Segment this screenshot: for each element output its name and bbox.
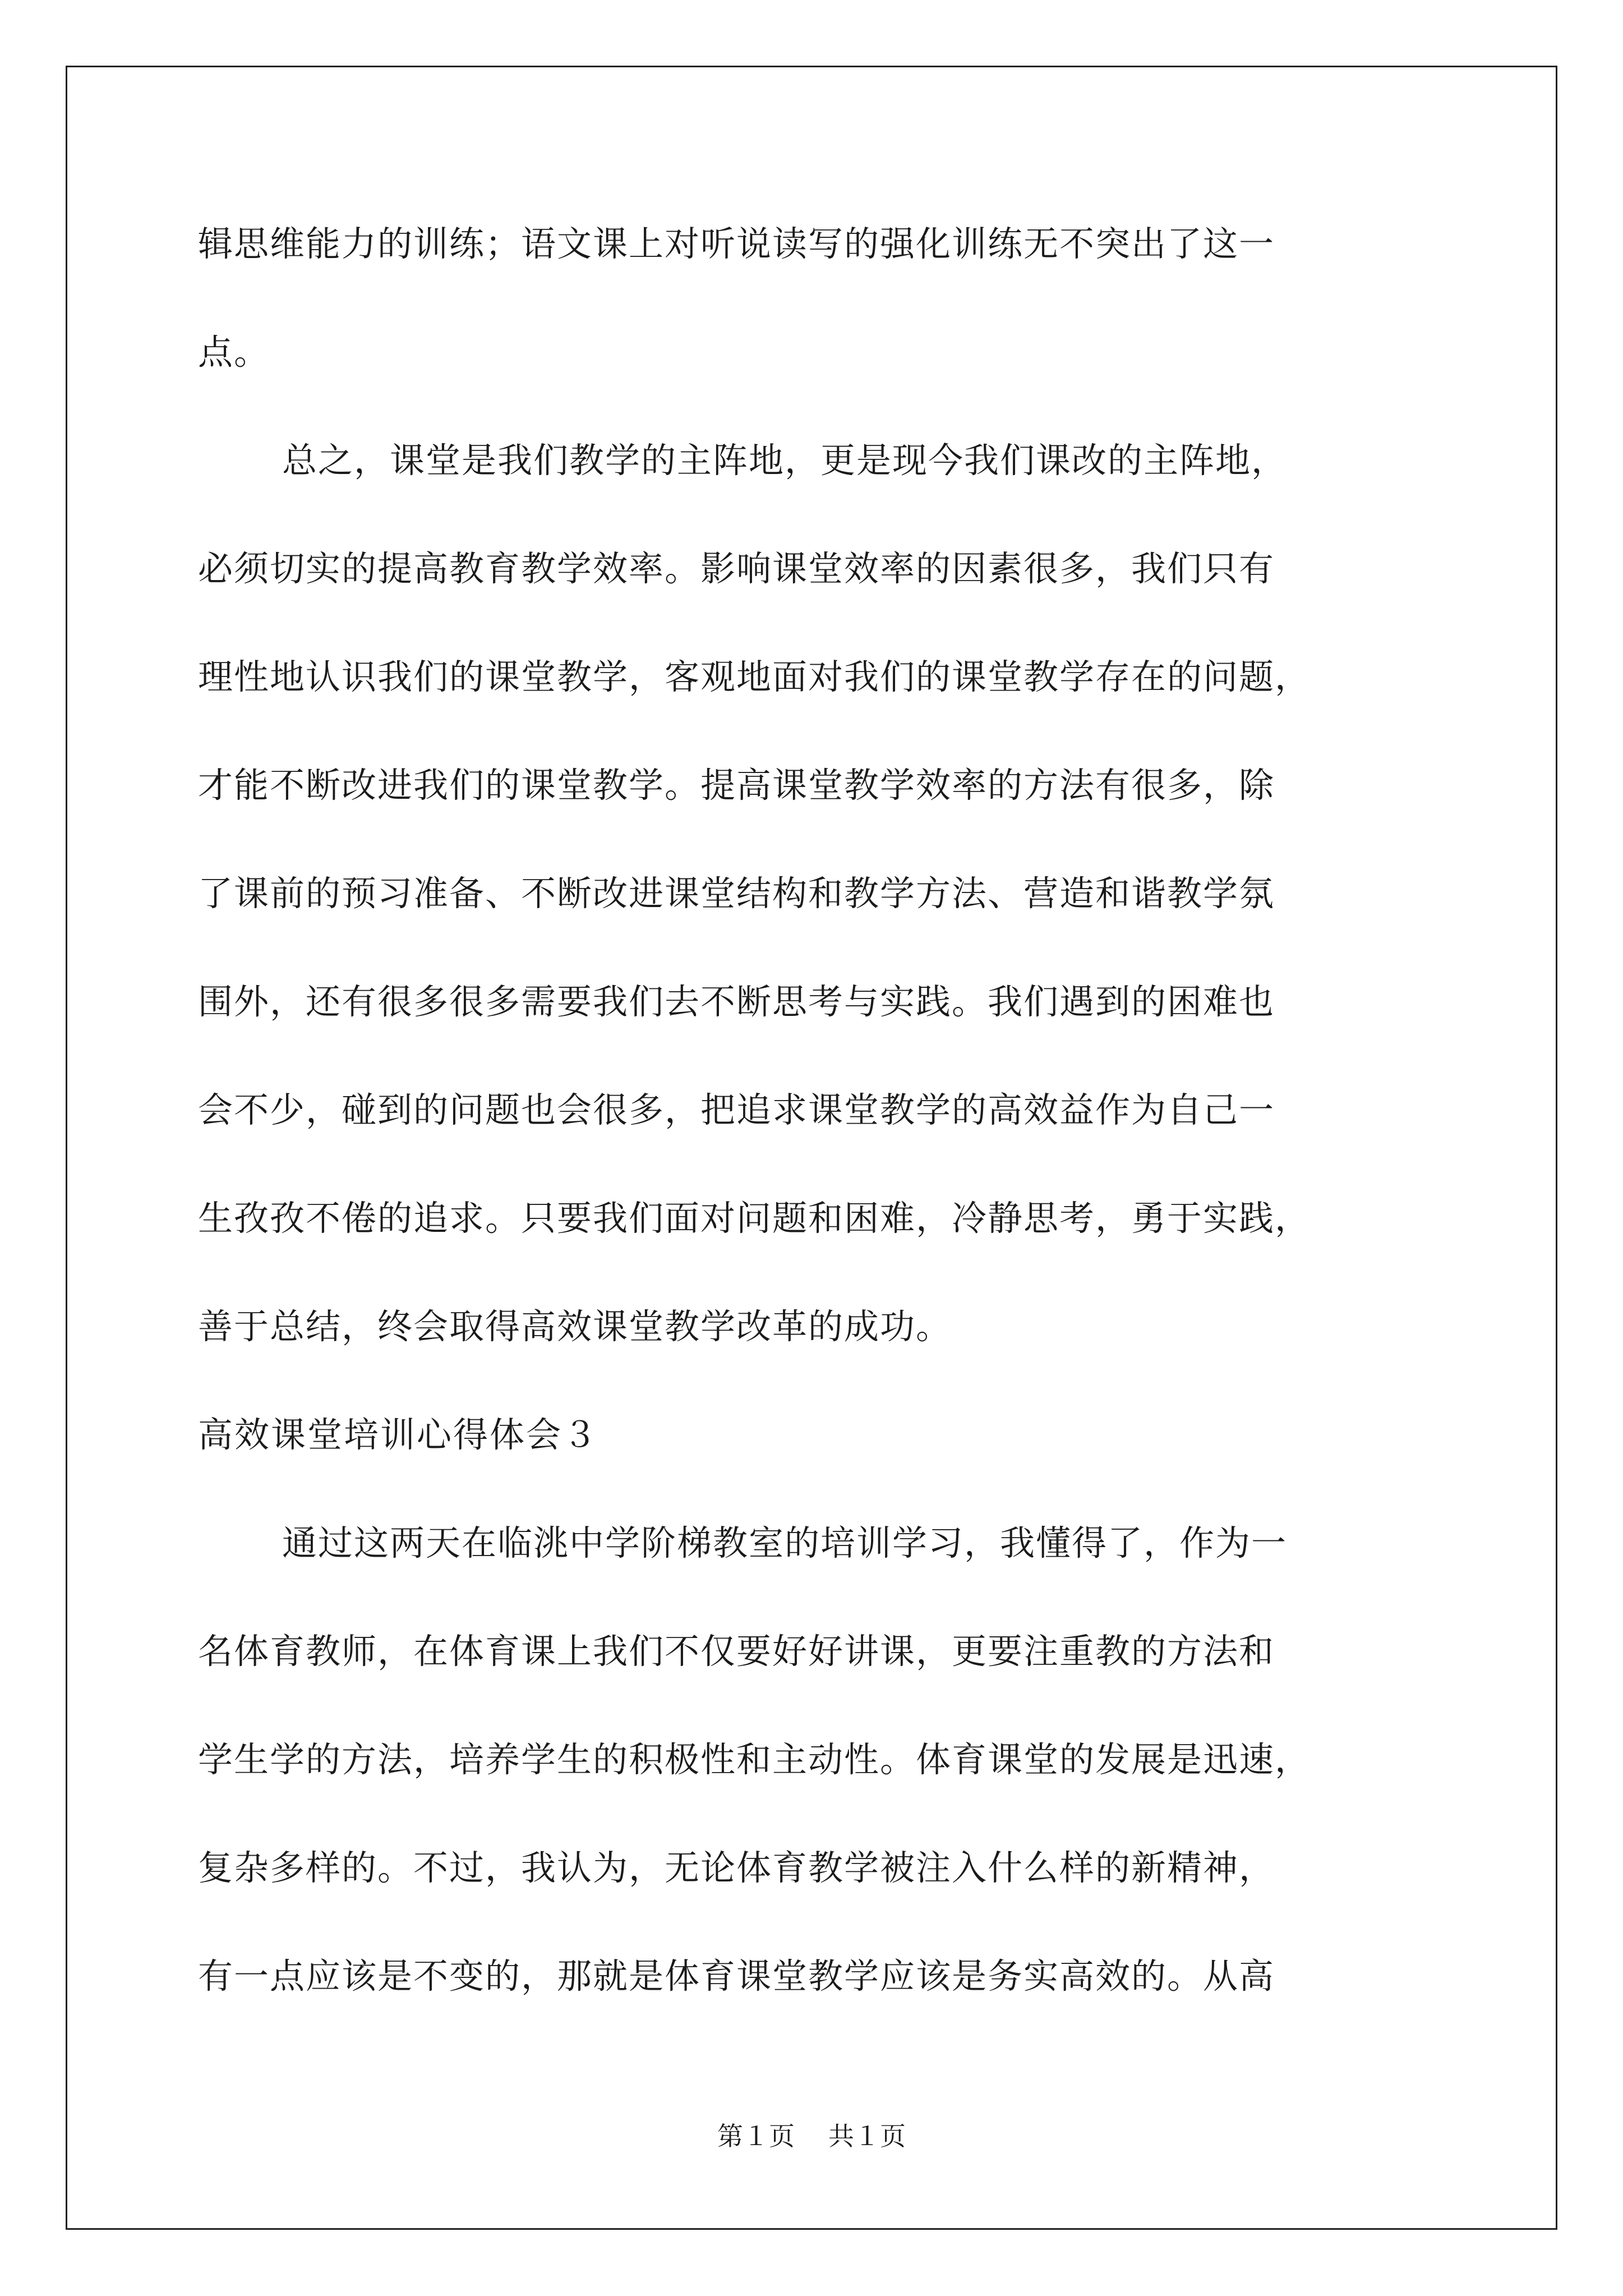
page-total: 共１页 (828, 2121, 906, 2151)
text-line: 才能不断改进我们的课堂教学。提高课堂教学效率的方法有很多，除 (198, 765, 1275, 806)
text-line: 了课前的预习准备、不断改进课堂结构和教学方法、营造和谐教学氛 (198, 873, 1275, 914)
page-footer (0, 2119, 1623, 2153)
text-line: 善于总结，终会取得高效课堂教学改革的成功。 (198, 1306, 952, 1347)
text-line: 学生学的方法，培养学生的积极性和主动性。体育课堂的发展是迅速， (198, 1739, 1311, 1780)
text-line: 会不少，碰到的问题也会很多，把追求课堂教学的高效益作为自己一 (198, 1089, 1275, 1130)
text-line: 名体育教师，在体育课上我们不仅要好好讲课，更要注重教的方法和 (198, 1631, 1275, 1672)
text-line: 点。 (198, 332, 270, 372)
text-line: 辑思维能力的训练；语文课上对听说读写的强化训练无不突出了这一 (198, 223, 1275, 264)
text-line: 理性地认识我们的课堂教学，客观地面对我们的课堂教学存在的问题， (198, 656, 1311, 697)
text-line: 生孜孜不倦的追求。只要我们面对问题和困难，冷静思考，勇于实践， (198, 1198, 1311, 1239)
paragraph-start-line: 通过这两天在临洮中学阶梯教室的培训学习，我懂得了，作为一 (282, 1522, 1288, 1563)
text-line: 复杂多样的。不过，我认为，无论体育教学被注入什么样的新精神， (198, 1847, 1275, 1888)
text-line: 必须切实的提高教育教学效率。影响课堂效率的因素很多，我们只有 (198, 548, 1275, 589)
text-line: 有一点应该是不变的，那就是体育课堂教学应该是务实高效的。从高 (198, 1955, 1275, 1996)
text-line: 围外，还有很多很多需要我们去不断思考与实践。我们遇到的困难也 (198, 981, 1275, 1022)
page-number: 第１页 (717, 2121, 795, 2151)
paragraph-start-line: 总之，课堂是我们教学的主阵地，更是现今我们课改的主阵地， (282, 440, 1288, 481)
document-body (198, 210, 1432, 2051)
section-heading: 高效课堂培训心得体会３ (198, 1414, 600, 1455)
